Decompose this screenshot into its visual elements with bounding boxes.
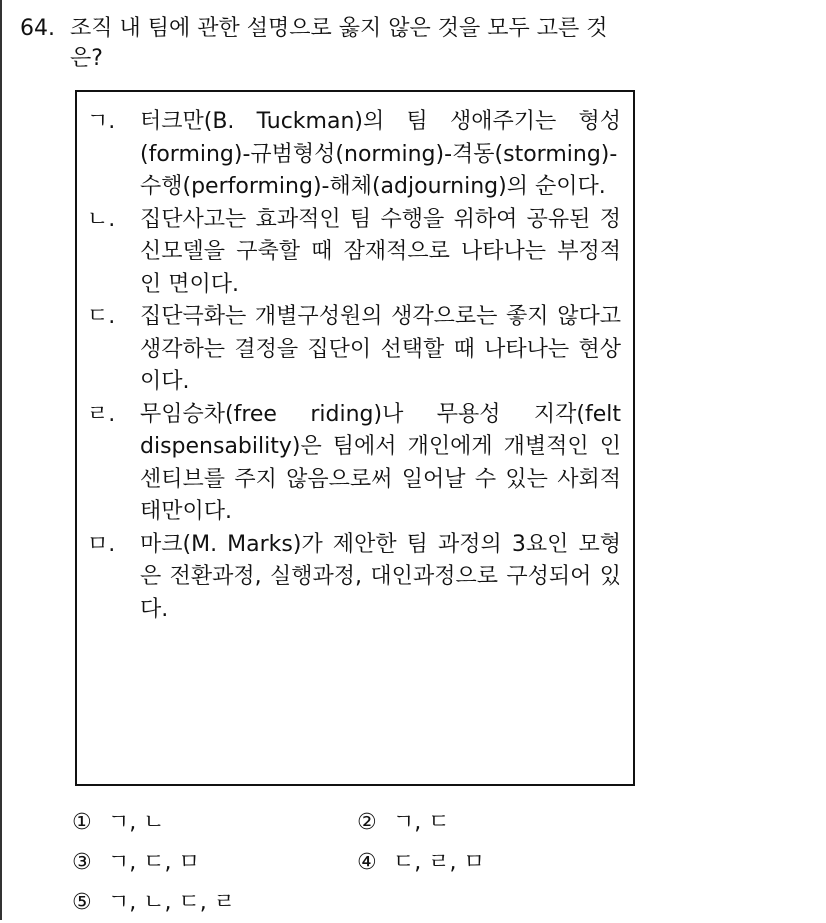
option-number: ① <box>72 810 92 835</box>
option-label: ㄱ, ㄴ <box>108 810 165 835</box>
statement-marker: ㄱ. <box>87 109 116 134</box>
statement-item <box>87 399 621 529</box>
options-row <box>72 843 772 883</box>
statement-item <box>87 301 621 399</box>
answer-option-2[interactable] <box>357 803 642 843</box>
question-number: 64. <box>20 16 55 41</box>
left-border-rule <box>0 0 2 920</box>
question-line-1 <box>20 14 780 44</box>
statement-text: 집단극화는 개별구성원의 생각으로는 좋지 않다고 생각하는 결정을 집단이 선택할 때 나타나는 현상이다. <box>140 304 621 394</box>
option-number: ⑤ <box>72 890 92 915</box>
statement-marker: ㄹ. <box>87 401 116 427</box>
answer-option-3[interactable] <box>72 843 357 883</box>
option-number: ④ <box>357 850 377 875</box>
statement-marker: ㄴ. <box>87 206 116 232</box>
statement-text: 터크만(B. Tuckman)의 팀 생애주기는 형성(forming)-규범형성(norming)-격동(storming)-수행(performing)-해체(adjourning)의 순이다. <box>140 109 621 199</box>
option-label: ㄷ, ㄹ, ㅁ <box>393 850 485 875</box>
statement-item <box>87 529 621 627</box>
statement-text: 집단사고는 효과적인 팀 수행을 위하여 공유된 정신모델을 구축할 때 잠재적으로 나타나는 부정적인 면이다. <box>140 206 621 297</box>
statement-item <box>87 106 621 204</box>
statement-marker: ㄷ. <box>87 304 116 329</box>
options-row <box>72 883 772 923</box>
option-number: ③ <box>72 850 92 875</box>
answer-option-5[interactable] <box>72 883 357 923</box>
answer-option-4[interactable] <box>357 843 642 883</box>
option-number: ② <box>357 810 377 835</box>
option-label: ㄱ, ㄷ, ㅁ <box>108 850 200 875</box>
question <box>20 14 780 74</box>
answer-option-1[interactable] <box>72 803 357 843</box>
options-row <box>72 803 772 843</box>
statement-box <box>75 90 635 786</box>
option-label: ㄱ, ㄴ, ㄷ, ㄹ <box>108 890 235 915</box>
statement-item <box>87 204 621 302</box>
statement-text: 마크(M. Marks)가 제안한 팀 과정의 3요인 모형은 전환과정, 실행과정, 대인과정으로 구성되어 있다. <box>140 531 621 622</box>
answer-options <box>72 803 772 923</box>
statement-marker: ㅁ. <box>87 531 116 557</box>
statement-text: 무임승차(free riding)나 무용성 지각(felt dispensability)은 팀에서 개인에게 개별적인 인센티브를 주지 않음으로써 일어날 수 있는 사회적 태만이다. <box>140 401 621 524</box>
question-text-continued: 은? <box>70 46 103 71</box>
option-label: ㄱ, ㄷ <box>393 810 450 835</box>
question-text: 조직 내 팀에 관한 설명으로 옳지 않은 것을 모두 고른 것 <box>70 16 608 41</box>
